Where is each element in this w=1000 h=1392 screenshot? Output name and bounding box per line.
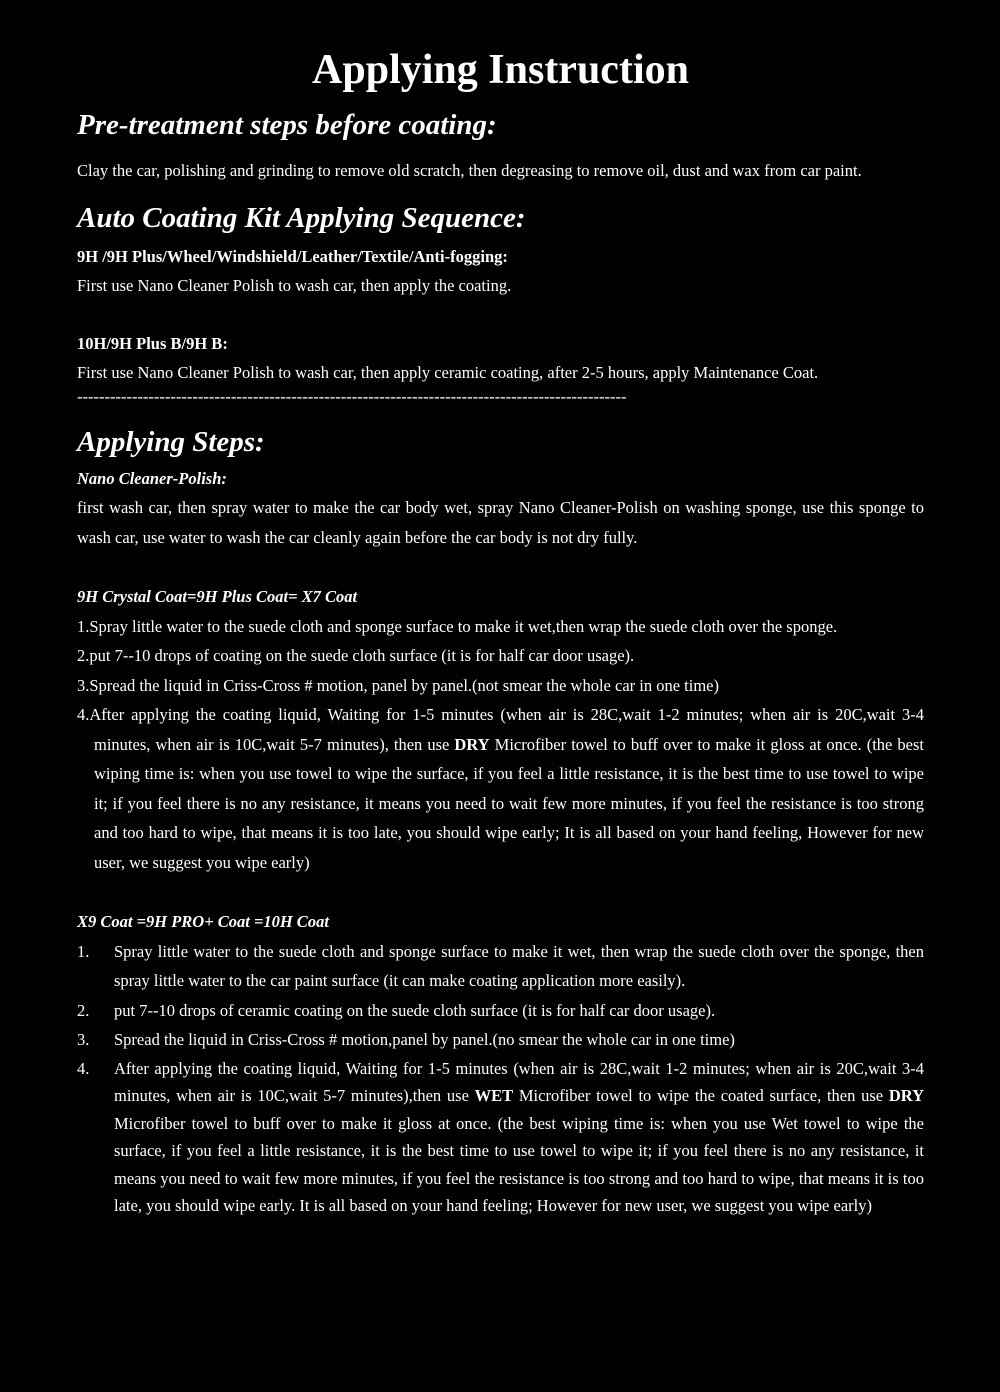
sequence-group2-title: 10H/9H Plus B/9H B: — [77, 333, 228, 353]
sequence-group1-title: 9H /9H Plus/Wheel/Windshield/Leather/Textile/Anti-fogging: — [77, 246, 508, 266]
x9-step3-text: Spread the liquid in Criss-Cross # motion,panel by panel.(no smear the whole car in one time) — [114, 1030, 735, 1049]
pretreatment-text: Clay the car, polishing and grinding to remove old scratch, then degreasing to remove oil, dust and wax from car paint. — [77, 161, 862, 180]
x9-step2-text: put 7--10 drops of ceramic coating on the suede cloth surface (it is for half car door usage). — [114, 1000, 716, 1020]
dry-emphasis: DRY — [888, 1086, 924, 1105]
list-item: 3.Spread the liquid in Criss-Cross # motion, panel by panel.(not smear the whole car in one time) — [77, 675, 719, 695]
page-title: Applying Instruction — [312, 47, 689, 93]
section-divider: ---------------------------------------------------------------------------------------------------- — [77, 387, 627, 406]
x9-step4-text-a: After applying the coating liquid, Waiting for 1-5 minutes (when air is 28C,wait 1-2 minutes; when air is 20C,wait 3-4 minutes, when air is 10C,wait 5-7 minutes),then use — [114, 1058, 924, 1105]
step-number: 2. — [77, 1000, 90, 1020]
step-number: 1. — [77, 941, 90, 961]
crystal-step4-text-b: Microfiber towel to buff over to make it gloss at once. (the best wiping time is: when you use towel to wipe the surface, if you feel a little resistance, it is the best time to use towel to wipe it; if you feel there is no any resistance, it means you need to wait few more minutes, if you feel the resistance is too strong and too hard to wipe, that means it is too late, you should wipe early; It is all based on your hand feeling, However for new user, we suggest you wipe early) — [94, 734, 924, 872]
step-number: 4. — [77, 1058, 90, 1078]
list-item: 2.put 7--10 drops of coating on the suede cloth surface (it is for half car door usage). — [77, 646, 635, 665]
step-number: 3. — [77, 1030, 90, 1049]
crystal-steps-list — [77, 612, 924, 878]
nano-text: first wash car, then spray water to make the car body wet, spray Nano Cleaner-Polish on washing sponge, use this sponge to wash car, use water to wash the car cleanly again before the car body is not dry fully. — [77, 498, 924, 547]
list-item — [77, 937, 924, 996]
crystal-step4-text-a: 4.After applying the coating liquid, Waiting for 1-5 minutes (when air is 28C,wait 1-2 minutes; when air is 20C,wait 3-4 minutes, when air is 10C,wait 5-7 minutes), then use — [77, 705, 924, 754]
pretreatment-heading: Pre-treatment steps before coating: — [77, 109, 497, 141]
x9-step4-text-b: Microfiber towel to wipe the coated surface, then use — [513, 1086, 889, 1105]
list-item — [77, 996, 924, 1026]
sequence-heading: Auto Coating Kit Applying Sequence: — [77, 201, 526, 234]
list-item — [77, 700, 924, 877]
x9-steps-list — [77, 937, 924, 1220]
wet-emphasis: WET — [474, 1086, 514, 1105]
list-item: 1.Spray little water to the suede cloth and sponge surface to make it wet,then wrap the suede cloth over the sponge. — [77, 616, 838, 636]
nano-title: Nano Cleaner-Polish: — [77, 468, 227, 488]
crystal-title: 9H Crystal Coat=9H Plus Coat= X7 Coat — [77, 587, 358, 606]
sequence-group2-text: First use Nano Cleaner Polish to wash car, then apply ceramic coating, after 2-5 hours, apply Maintenance Coat. — [77, 363, 819, 382]
x9-step1-text: Spray little water to the suede cloth and sponge surface to make it wet, then wrap the suede cloth over the sponge, then spray little water to the car paint surface (it can make coating application more easily). — [114, 941, 924, 990]
dry-emphasis: DRY — [454, 734, 490, 754]
list-item — [77, 1055, 924, 1220]
x9-step4-text-c: Microfiber towel to buff over to make it gloss at once. (the best wiping time is: when you use Wet towel to wipe the surface, if you feel a little resistance, it is the best time to use towel to wipe it; if you feel there is no any resistance, it means you need to wait few more minutes, if you feel the resistance is too strong and too hard to wipe, that means it is too late, you should wipe early. It is all based on your hand feeling; However for new user, we suggest you wipe early) — [114, 1113, 924, 1215]
sequence-group1-text: First use Nano Cleaner Polish to wash car, then apply the coating. — [77, 276, 512, 295]
steps-heading: Applying Steps: — [77, 425, 265, 458]
instruction-page — [0, 45, 1000, 1392]
list-item — [77, 1025, 924, 1055]
x9-title: X9 Coat =9H PRO+ Coat =10H Coat — [77, 912, 329, 931]
